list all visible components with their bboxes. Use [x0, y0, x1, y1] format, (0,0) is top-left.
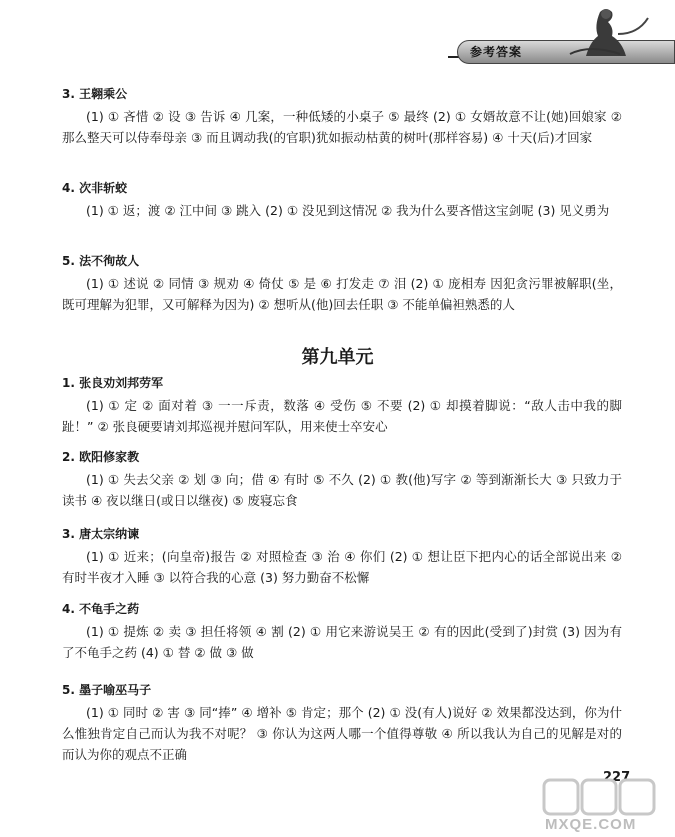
section-title: 3. 唐太宗纳谏 [62, 527, 140, 541]
section-body: (1) ① 近来；(向皇帝)报告 ② 对照检查 ③ 治 ④ 你们 (2) ① 想让臣下把内心的话全部说出来 ② 有时半夜才入睡 ③ 以符合我的心意 (3) 努力勤奋不松懈 [62, 549, 622, 585]
section-title: 5. 墨子喻巫马子 [62, 683, 152, 697]
watermark-url: MXQE.COM [545, 816, 637, 833]
header-title: 参考答案 [470, 45, 523, 59]
answer-section [62, 682, 622, 765]
section-title: 2. 欧阳修家教 [62, 450, 140, 464]
answer-section [62, 375, 622, 437]
section-body: (1) ① 述说 ② 同情 ③ 规劝 ④ 倚仗 ⑤ 是 ⑥ 打发走 ⑦ 泪 (2) ① 庞相寿 因犯贪污罪被解职(坐，既可理解为犯罪，又可解释为因为) ② 想听从(他)回去任职 ③ 不能单偏袒熟悉的人 [62, 276, 622, 312]
section-body: (1) ① 定 ② 面对着 ③ 一一斥责，数落 ④ 受伤 ⑤ 不要 (2) ① 却摸着脚说：“敌人击中我的脚趾！” ② 张良硬要请刘邦巡视并慰问军队，用来使士卒安心 [62, 398, 622, 434]
section-title: 1. 张良劝刘邦劳军 [62, 376, 164, 390]
section-title: 3. 王翱乘公 [62, 87, 128, 101]
section-title: 4. 不龟手之药 [62, 602, 140, 616]
answer-section [62, 601, 622, 663]
section-body: (1) ① 失去父亲 ② 划 ③ 向；借 ④ 有时 ⑤ 不久 (2) ① 教(他)写字 ② 等到渐渐长大 ③ 只致力于读书 ④ 夜以继日(或日以继夜) ⑤ 废寝忘食 [62, 472, 622, 508]
section-body: (1) ① 同时 ② 害 ③ 同“捧” ④ 增补 ⑤ 肯定；那个 (2) ① 没(有人)说好 ② 效果都没达到，你为什么惟独肯定自己而认为我不对呢？ ③ 你认为这两人哪一个值得尊敬 ④ 所以我认为自己的见解是对的而认为你的观点不正确 [62, 705, 622, 762]
answer-section [62, 449, 622, 511]
unit-title: 第九单元 [301, 347, 374, 368]
section-body: (1) ① 返；渡 ② 江中间 ③ 跳入 (2) ① 没见到这情况 ② 我为什么要吝惜这宝剑呢 (3) 见义勇为 [86, 203, 610, 218]
answer-section [62, 86, 622, 148]
section-body: (1) ① 提炼 ② 卖 ③ 担任将领 ④ 割 (2) ① 用它来游说吴王 ② 有的因此(受到了)封赏 (3) 因为有了不龟手之药 (4) ① 替 ② 做 ③ 做 [62, 624, 622, 660]
classical-figure-illustration [540, 4, 660, 66]
page-number: 227 [603, 770, 631, 785]
answer-section [62, 253, 622, 315]
section-title: 4. 次非斩蛟 [62, 181, 128, 195]
answer-section [62, 526, 622, 588]
section-body: (1) ① 吝惜 ② 设 ③ 告诉 ④ 几案，一种低矮的小桌子 ⑤ 最终 (2) ① 女婿故意不让(她)回娘家 ② 那么整天可以侍奉母亲 ③ 而且调动我(的官职)犹如振动枯黄的树叶(那样容易) ④ 十天(后)才回家 [62, 109, 622, 145]
answer-section [62, 180, 622, 221]
section-title: 5. 法不徇故人 [62, 254, 140, 268]
